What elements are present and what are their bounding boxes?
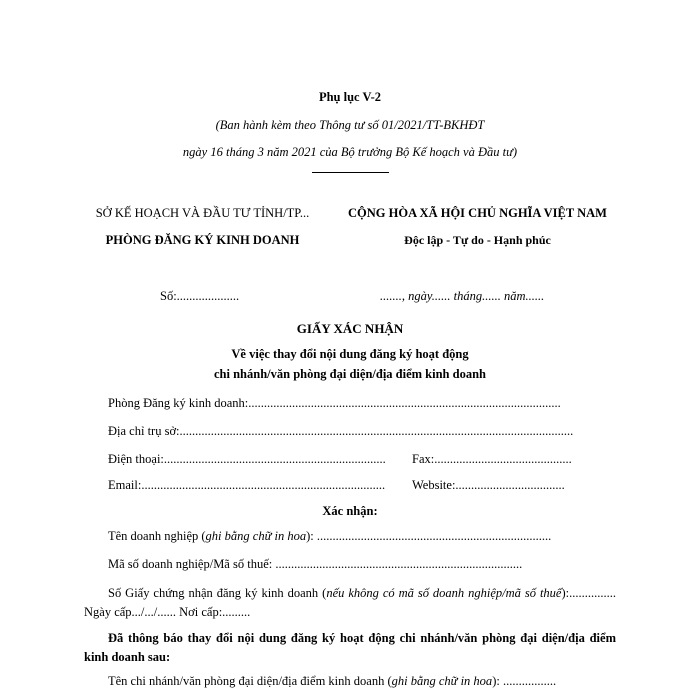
certificate-hint: nếu không có mã số doanh nghiệp/mã số thuế xyxy=(326,586,562,600)
company-name-hint: ghi bằng chữ in hoa xyxy=(205,529,307,543)
appendix-title: Phụ lục V-2 xyxy=(318,90,382,104)
tax-code-field: Mã số doanh nghiệp/Mã số thuế: ............................................................................... xyxy=(108,557,523,571)
company-name-label: Tên doanh nghiệp ( xyxy=(108,529,206,543)
header-divider xyxy=(312,172,389,173)
issued-line-2: ngày 16 tháng 3 năm 2021 của Bộ trưởng Bộ Kế hoạch và Đầu tư) xyxy=(182,145,518,159)
agency-department: PHÒNG ĐĂNG KÝ KINH DOANH xyxy=(105,233,300,247)
branch-name-field xyxy=(108,674,618,689)
address-field: Địa chỉ trụ sở:.............................................................................................................................. xyxy=(108,424,574,438)
document-subtitle-2: chi nhánh/văn phòng đại diện/địa điểm kinh doanh xyxy=(213,367,486,381)
nation-motto: Độc lập - Tự do - Hạnh phúc xyxy=(404,233,551,247)
document-date: ......., ngày...... tháng...... năm...... xyxy=(380,289,545,303)
company-name-dots: ): ........................................................................... xyxy=(306,529,552,543)
branch-name-dots: ): ................. xyxy=(492,674,557,688)
email-field: Email:.............................................................................. xyxy=(108,478,386,492)
fax-field: Fax:............................................ xyxy=(412,452,572,466)
branch-name-label: Tên chi nhánh/văn phòng đại diện/địa điểm kinh doanh ( xyxy=(108,674,392,688)
nation-name: CỘNG HÒA XÃ HỘI CHỦ NGHĨA VIỆT NAM xyxy=(348,206,607,220)
certificate-dots: ):............... Ngày cấp.../.../...... Nơi cấp:......... xyxy=(84,586,616,619)
certificate-label: Số Giấy chứng nhận đăng ký kinh doanh ( xyxy=(108,586,327,600)
website-field: Website:................................... xyxy=(412,478,565,492)
certificate-field xyxy=(84,584,616,622)
document-title: GIẤY XÁC NHẬN xyxy=(296,321,404,336)
change-notice: Đã thông báo thay đổi nội dung đăng ký hoạt động chi nhánh/văn phòng đại diện/địa điểm kinh doanh sau: xyxy=(84,631,616,664)
branch-name-hint: ghi bằng chữ in hoa xyxy=(391,674,493,688)
issued-line-1: (Ban hành kèm theo Thông tư số 01/2021/TT-BKHĐT xyxy=(215,118,485,132)
phone-field: Điện thoại:....................................................................... xyxy=(108,452,386,466)
agency-name: SỞ KẾ HOẠCH VÀ ĐẦU TƯ TỈNH/TP... xyxy=(95,206,310,220)
confirm-heading: Xác nhận: xyxy=(322,504,378,518)
document-subtitle-1: Về việc thay đổi nội dung đăng ký hoạt động xyxy=(231,347,469,361)
company-name-field xyxy=(108,529,618,544)
office-field: Phòng Đăng ký kinh doanh:.................................................................................................... xyxy=(108,396,561,410)
document-number: Số:.................... xyxy=(160,289,240,303)
